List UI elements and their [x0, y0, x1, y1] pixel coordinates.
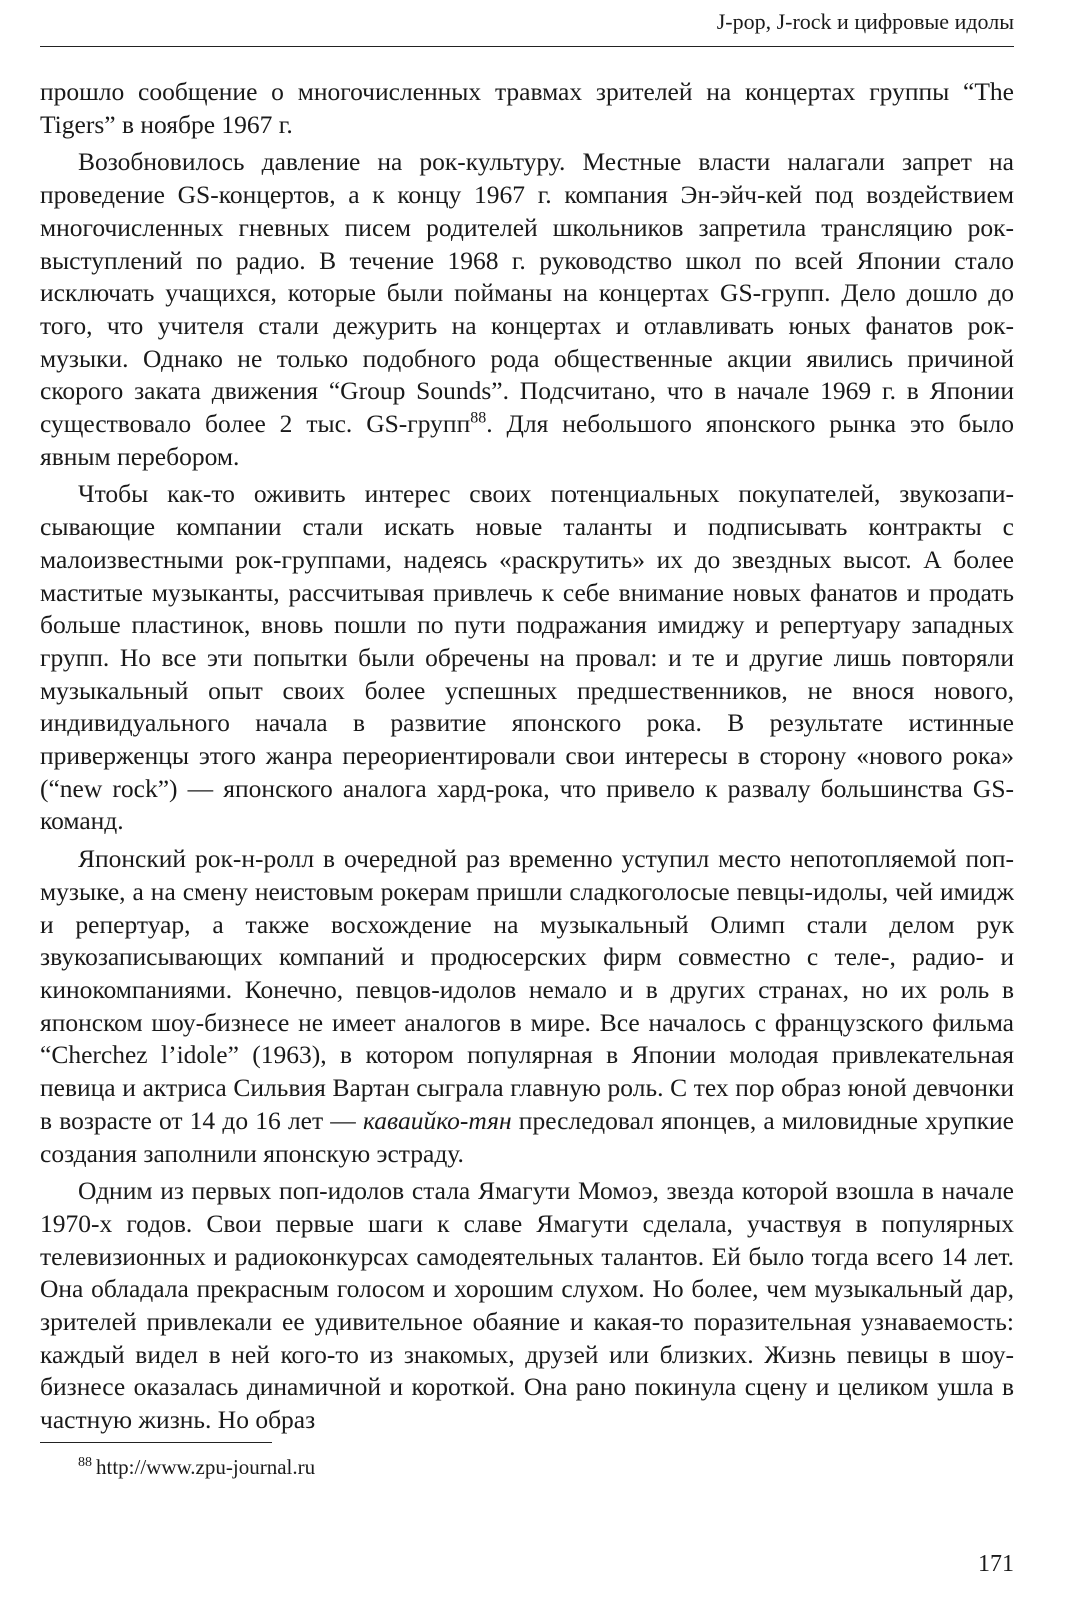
page-number: 171 — [978, 1551, 1014, 1577]
footnote — [78, 1454, 315, 1480]
paragraph-text: Возобновилось давление на рок-культуру. Местные власти налагали запрет на проведение GS-концертов, а к концу 1967 г. компания Эн-эйч-кей под воздействием многочисленных гневных писем родителей школьников запретила трансляцию рок-выступлений по радио. В течение 1968 г. руководство школ по всей Японии стало исключать учащихся, которые были пойманы на концертах GS-групп. Дело дошло до того, что учителя стали дежурить на концертах и отлавливать юных фанатов рок-музыки. Однако не только подобного рода общественные акции явились причиной скорого заката движения “Group Sounds”. Подсчитано, что в начале 1969 г. в Японии существовало более 2 тыс. GS-групп — [40, 147, 1014, 439]
paragraph — [40, 843, 1014, 1170]
body-text — [40, 76, 1014, 1437]
paragraph-text: Японский рок-н-ролл в очередной раз временно уступил место непотопляемой поп-музыке, а на смену неистовым рокерам пришли сладкоголосые певцы-идолы, чей имидж и репертуар, а также восхождение на музыкальный Олимп стали делом рук звукозаписывающих компаний и продюсерских фирм совместно с теле-, радио- и кинокомпаниями. Конечно, певцов-идолов немало и в других странах, но их роль в японском шоу-бизнесе не имеет аналогов в мире. Все началось с французского фильма “Cherchez l’idole” (1963), в котором популярная в Японии молодая привлекательная певица и актриса Сильвия Вартан сыграла главную роль. С тех пор образ юной девчонки в возрасте от 14 до 16 лет — — [40, 844, 1014, 1135]
paragraph-text: Одним из первых поп-идолов стала Ямагути Момоэ, звезда которой взошла в начале 1970-х годов. Свои первые шаги к славе Ямагути сделала, участвуя в популярных телевизионных и радиоконкурсах самодеятельных талантов. Ей было тогда всего 14 лет. Она обладала прекрасным голосом и хорошим слухом. Но более, чем музыкальный дар, зрителей привлекали ее удивительное обаяние и какая-то поразительная узнаваемость: каждый видел в ней кого-то из знакомых, друзей или близких. Жизнь певицы в шоу-бизнесе оказалась динамичной и короткой. Она рано покинула сцену и целиком ушла в частную жизнь. Но образ — [40, 1176, 1014, 1435]
paragraph-text: . Для небольшого японского рынка это было явным перебором. — [40, 409, 1014, 471]
footnote-text: http://www.zpu-journal.ru — [96, 1455, 316, 1479]
footnote-number: 88 — [78, 1455, 92, 1470]
footnote-divider — [40, 1442, 272, 1443]
paragraph — [40, 76, 1014, 141]
paragraph-text: прошло сообщение о многочисленных травмах зрителей на концертах группы “The Tigers” в ноябре 1967 г. — [40, 77, 1014, 139]
header-divider — [40, 46, 1014, 47]
paragraph-text: Чтобы как-то оживить интерес своих потенциальных покупателей, звукозаписывающие компании стали искать новые таланты и подписывать контракты с малоизвестными рок-группами, надеясь «раскрутить» их до звездных высот. А более маститые музыканты, рассчитывая привлечь к себе внимание новых фанатов и продать больше пластинок, вновь пошли по пути подражания имиджу и репертуару западных групп. Но все эти попытки были обречены на провал: и те и другие лишь повторяли музыкальный опыт своих более успешных предшественников, не внося нового, индивидуального начала в развитие японского рока. В результате истинные приверженцы этого жанра переориентировали свои интересы в сторону «нового рока» (“new rock”) — японского аналога хард-рока, что привело к развалу большинства GS-команд. — [40, 479, 1014, 836]
paragraph — [40, 478, 1014, 838]
paragraph-text: преследовал японцев, а миловидные хрупкие создания заполнили японскую эстраду. — [40, 1105, 1014, 1168]
running-title: J-pop, J-rock и цифровые идолы — [716, 9, 1014, 34]
footnote-reference: 88 — [470, 409, 487, 427]
paragraph — [40, 146, 1014, 473]
paragraph — [40, 1175, 1014, 1437]
italic-term: каваийко-тян — [363, 1105, 512, 1135]
